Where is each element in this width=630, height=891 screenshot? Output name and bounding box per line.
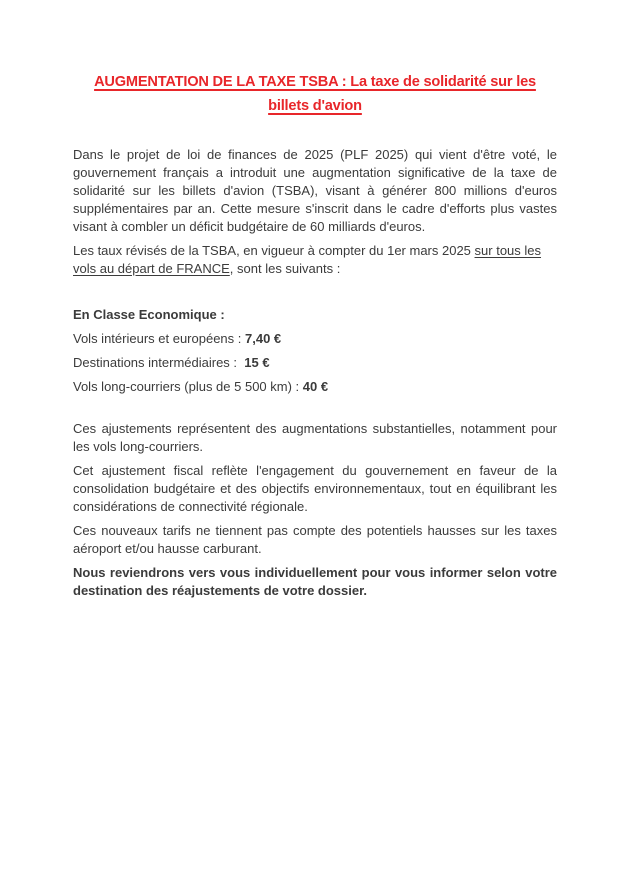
intro-paragraph: Dans le projet de loi de finances de 2025 (PLF 2025) qui vient d'être voté, le gouvernement français a introduit une augmentation significative de la taxe de solidarité sur les billets d'avion (TSBA), visant à générer 800 millions d'euros supplémentaires par an. Cette mesure s'inscrit dans le cadre d'efforts plus vastes visant à combler un déficit budgétaire de 60 milliards d'euros. xyxy=(73,147,557,234)
rate-item-value: 40 € xyxy=(302,379,329,394)
rate-item-intermediate xyxy=(73,354,557,372)
note-adjustments-paragraph: Ces ajustements représentent des augmentations substantielles, notamment pour les vols long-courriers. xyxy=(73,421,557,454)
document-title: AUGMENTATION DE LA TAXE TSBA : La taxe de solidarité sur les billets d'avion xyxy=(94,74,536,114)
rate-item-domestic-european xyxy=(73,330,557,348)
note-surcharges-paragraph: Ces nouveaux tarifs ne tiennent pas compte des potentiels hausses sur les taxes aéroport et/ou hausse carburant. xyxy=(73,523,557,556)
note-fiscal-paragraph: Cet ajustement fiscal reflète l'engagement du gouvernement en faveur de la consolidation budgétaire et des objectifs environnementaux, tout en équilibrant les considérations de connectivité régionale. xyxy=(73,463,557,514)
rates-intro-tail: , sont les suivants : xyxy=(229,261,341,276)
rates-intro-paragraph xyxy=(73,242,557,278)
economy-class-heading: En Classe Economique : xyxy=(73,307,225,322)
rates-intro-underlined: sur tous les vols au départ de FRANCE xyxy=(73,243,542,276)
closing-paragraph: Nous reviendrons vers vous individuellement pour vous informer selon votre destination des réajustements de votre dossier. xyxy=(73,565,557,598)
rate-item-label: Vols long-courriers (plus de 5 500 km) : xyxy=(73,379,303,394)
rate-item-value: 15 € xyxy=(244,355,270,370)
rate-item-long-haul xyxy=(73,378,557,396)
rate-item-label: Vols intérieurs et européens : xyxy=(73,331,245,346)
rate-item-label: Destinations intermédiaires : xyxy=(73,355,245,370)
rate-item-value: 7,40 € xyxy=(245,331,282,346)
rates-intro-lead: Les taux révisés de la TSBA, en vigueur à compter du 1er mars 2025 xyxy=(73,243,475,258)
